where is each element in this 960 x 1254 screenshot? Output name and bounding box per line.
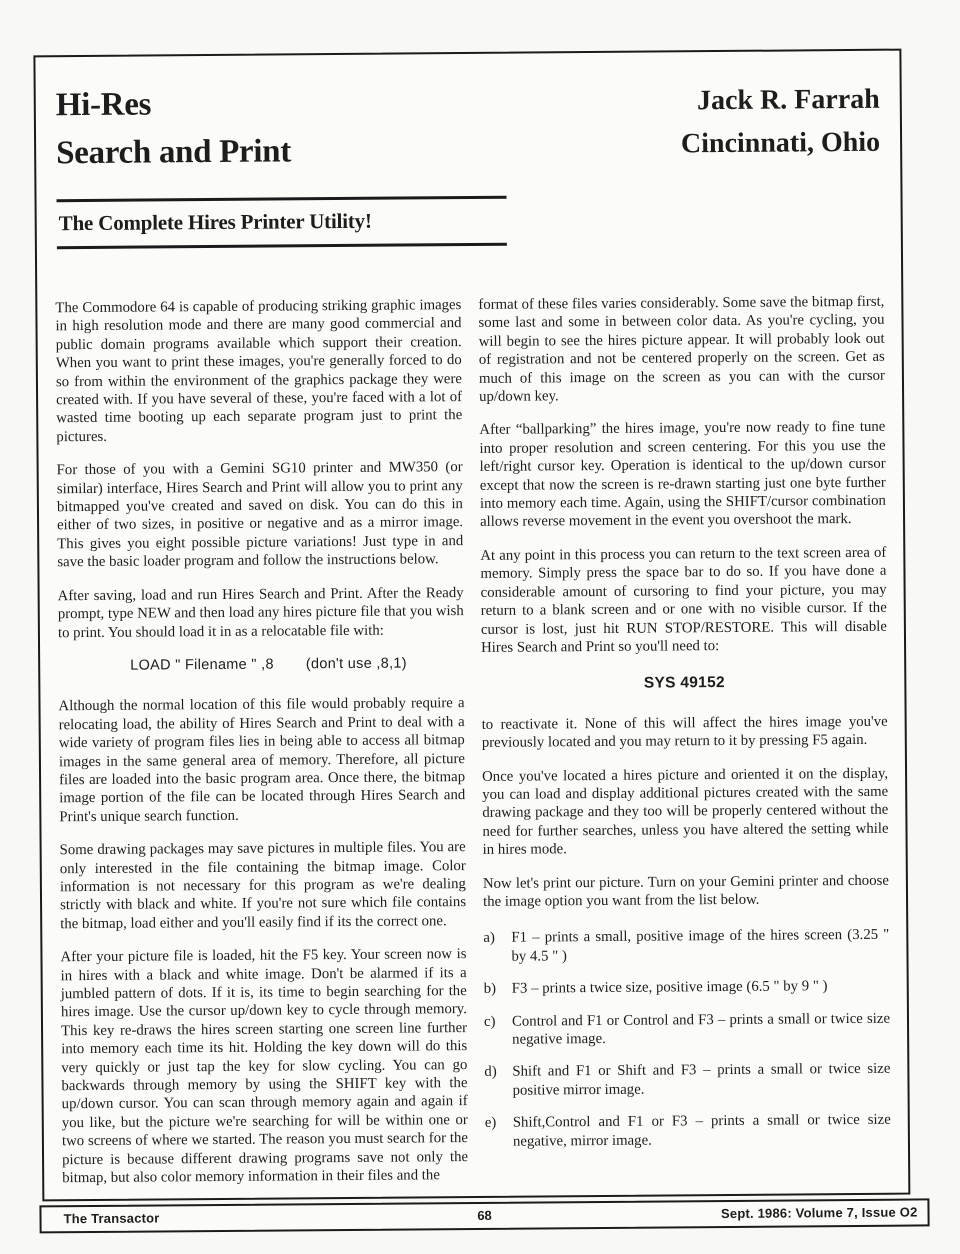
- list-item-marker: b): [483, 980, 497, 998]
- footer-issue-info: Sept. 1986: Volume 7, Issue O2: [720, 1204, 918, 1222]
- list-item-marker: c): [483, 1013, 496, 1030]
- load-command-line: [130, 654, 464, 675]
- list-item-text: Shift and F1 or Shift and F3 – prints a small or twice size positive mirror image.: [512, 1061, 891, 1099]
- author-location: Cincinnati, Ohio: [680, 126, 881, 160]
- article-header: [56, 75, 881, 177]
- article-body: [55, 293, 900, 1203]
- paragraph: Some drawing packages may save pictures in multiple files. You are only interested in the file containing the bitmap image. Color information is not necessary for this program as we're dealing strictly with black and white. If you're not sure which file contains the bitmap, load either and you'll easily find if its the correct one.: [59, 839, 467, 933]
- paragraph: Now let's print our picture. Turn on your Gemini printer and choose the image option you want from the list below.: [482, 872, 889, 910]
- list-item-text: Control and F1 or Control and F3 – prints a small or twice size negative image.: [511, 1010, 891, 1048]
- article-title: [56, 79, 292, 177]
- list-item: [483, 926, 889, 966]
- load-command-note: (don't use ,8,1): [305, 655, 407, 673]
- article-frame: [33, 49, 910, 1202]
- list-item-text: Shift,Control and F1 or F3 – prints a small or twice size negative, mirror image.: [512, 1111, 891, 1150]
- paragraph: At any point in this process you can return to the text screen area of memory. Simply press the space bar to do so. If you have done a considerable amount of cursoring to find your picture, you may return to a blank screen and or one with no visible cursor. If the cursor is lost, just hit RUN STOP/RESTORE. This will disable Hires Search and Print so you'll need to:: [480, 544, 887, 656]
- paragraph: format of these files varies considerably. Some save the bitmap first, some last and some in between color data. As you're cycling, you will begin to see the hires picture appear. It will probably look out of registration and not be centered properly on the screen. Get as much of this image on the screen as you can with the cursor up/down key.: [478, 293, 885, 405]
- list-item-marker: e): [484, 1115, 497, 1132]
- footer-page-number: 68: [477, 1207, 492, 1223]
- author-name: Jack R. Farrah: [696, 83, 880, 117]
- paragraph: For those of you with a Gemini SG10 printer and MW350 (or similar) interface, Hires Search and Print will allow you to print any bitmapped you've created and saved on disk. You can do this in either of two sizes, in positive or negative and as a mirror image. This gives you eight possible picture variations! Just type in and save the basic loader program and follow the instructions below.: [56, 459, 464, 571]
- paragraph: Although the normal location of this file would probably require a relocating load, the ability of Hires Search and Print to deal with a wide variety of program files lies in being able to access all bitmap images in the same general area of memory. Therefore, all picture files are loaded into the basic program area. Once there, the bitmap image portion of the file can be located through Hires Search and Print's unique search function.: [58, 695, 466, 825]
- load-command: LOAD " Filename " ,8: [130, 656, 274, 674]
- list-item-marker: d): [484, 1064, 497, 1081]
- list-item: [485, 1111, 891, 1151]
- article-subtitle: [57, 196, 507, 250]
- list-item-text: F3 – prints a twice size, positive image (6.5 " by 9 " ): [511, 978, 828, 997]
- print-options-list: [483, 926, 891, 1151]
- footer-magazine-name: The Transactor: [63, 1210, 160, 1227]
- paragraph: The Commodore 64 is capable of producing striking graphic images in high resolution mode and there are many good commercial and public domain programs available which support their creation. When you want to print these images, you're generally forced to do so from within the environment of the graphics package they were created with. If you have several of these, you're faced with a lot of wasted time booting up each separate program just to print the pictures.: [55, 297, 463, 446]
- paragraph: After “ballparking” the hires image, you're now ready to fine tune into proper resolution and screen centering. For this you use the left/right cursor key. Operation is identical to the up/down cursor except that now the screen is re-drawn starting just one byte further into memory each time. Again, using the SHIFT/cursor combination allows reverse movement in the event you overshoot the mark.: [479, 419, 886, 531]
- paragraph: After saving, load and run Hires Search and Print. After the Ready prompt, type NEW and then load any hires picture file that you wish to print. You should load it in as a relocatable file with:: [57, 584, 464, 641]
- article-title-line2: Search and Print: [56, 133, 292, 172]
- page-footer: [39, 1198, 929, 1233]
- article-byline: [680, 75, 880, 173]
- right-column: [478, 293, 891, 1200]
- list-item-marker: a): [483, 930, 495, 947]
- sys-command-heading: SYS 49152: [643, 674, 725, 692]
- paragraph: to reactivate it. None of this will affect the hires image you've previously located and you may return to it by pressing F5 again.: [481, 713, 888, 752]
- paragraph: After your picture file is loaded, hit the F5 key. Your screen now is in hires with a black and white image. Don't be alarmed if its a jumbled pattern of dots. If it is, its time to begin searching for the hires image. Use the cursor up/down key to cycle through memory. This key re-draws the hires screen starting one screen line further into memory each time its hit. Holding the key down will do this very quickly or just tap the key for slow cycling. You can go backwards through memory by using the SHIFT key with the up/down cursor. You can scan through memory again and again if you like, but the picture we're searching for will be within one or two screens of where we started. The reason you must search for the picture is because different drawing programs save not only the bitmap, but also color memory information in their files and the: [60, 946, 469, 1187]
- left-column: [55, 296, 468, 1203]
- article-subtitle-text: The Complete Hires Printer Utility!: [58, 208, 372, 236]
- list-item-text: F1 – prints a small, positive image of the hires screen (3.25 " by 4.5 " ): [511, 927, 890, 965]
- list-item: [484, 977, 890, 999]
- paragraph: Once you've located a hires picture and oriented it on the display, you can load and display additional pictures created with the same drawing package and they too will be properly centered without the need for further searches, unless you have altered the setting while in hires mode.: [482, 765, 889, 859]
- list-item: [484, 1060, 890, 1100]
- list-item: [484, 1009, 890, 1049]
- article-title-line1: Hi-Res: [55, 86, 152, 124]
